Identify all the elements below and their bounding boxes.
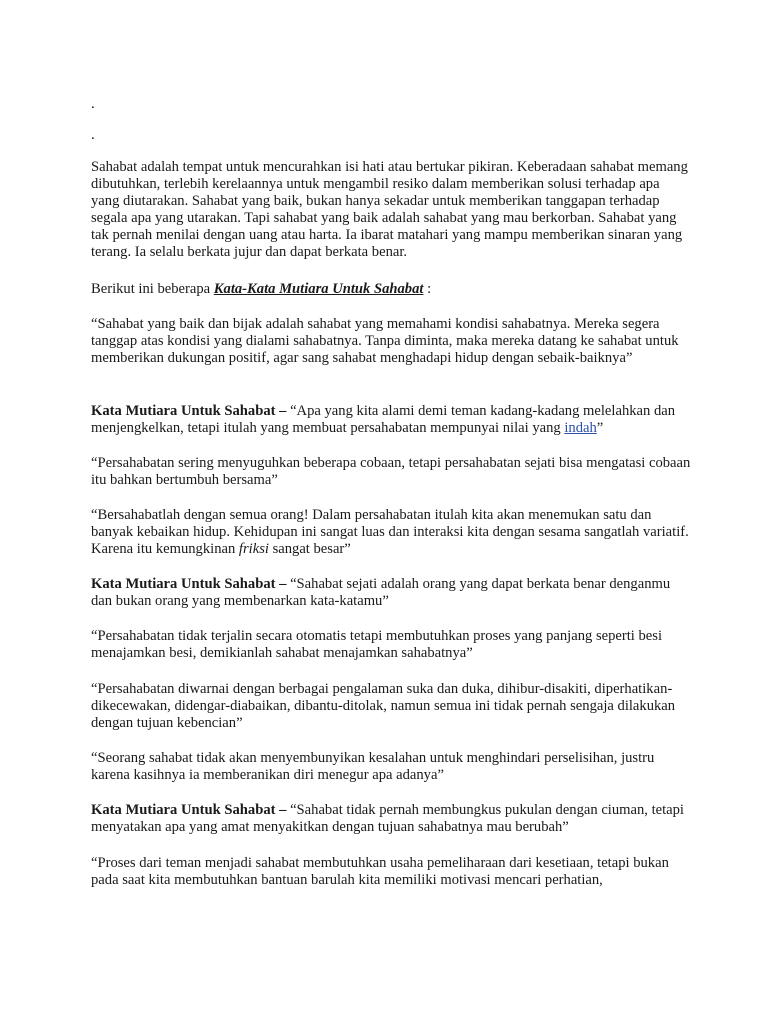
- quote-text-end: sangat besar”: [268, 541, 351, 558]
- kata-mutiara-link[interactable]: Kata-Kata Mutiara Untuk Sahabat: [213, 281, 424, 297]
- quote-paragraph-2: [91, 403, 691, 437]
- quote-paragraph-3: “Persahabatan sering menyuguhkan beberapa cobaan, tetapi persahabatan sejati bisa mengatasi cobaan itu bahkan bertumbuh bersama”: [91, 455, 691, 489]
- quote-label: Kata Mutiara Untuk Sahabat –: [91, 802, 287, 818]
- quote-label: Kata Mutiara Untuk Sahabat –: [91, 403, 287, 419]
- lead-suffix: :: [423, 281, 432, 297]
- quote-paragraph-6: “Persahabatan tidak terjalin secara otomatis tetapi membutuhkan proses yang panjang seperti besi menajamkan besi, demikianlah sahabat menajamkan sahabatnya”: [91, 628, 662, 662]
- quote-paragraph-1: “Sahabat yang baik dan bijak adalah sahabat yang memahami kondisi sahabatnya. Mereka segera tanggap atas kondisi yang dialami sahabatnya. Tanpa diminta, maka mereka datang ke sahabat untuk memberikan dukungan positif, agar sang sahabat menghadapi hidup dengan sebaik-baiknya”: [91, 316, 679, 367]
- lead-prefix: Berikut ini beberapa: [91, 281, 214, 297]
- quote-label: Kata Mutiara Untuk Sahabat –: [91, 576, 287, 592]
- quote-paragraph-8: “Seorang sahabat tidak akan menyembunyikan kesalahan untuk menghindari perselisihan, justru karena kasihnya ia memberanikan diri menegur apa adanya”: [91, 750, 655, 784]
- quote-paragraph-10: “Proses dari teman menjadi sahabat membutuhkan usaha pemeliharaan dari kesetiaan, tetapi bukan pada saat kita membutuhkan bantuan barulah kita memiliki motivasi mencari perhatian,: [91, 855, 669, 889]
- intro-paragraph: Sahabat adalah tempat untuk mencurahkan isi hati atau bertukar pikiran. Keberadaan sahabat memang dibutuhkan, terlebih kerelaannya untuk mengambil resiko dalam memberikan solusi terhadap apa yang diutarakan. Sahabat yang baik, bukan hanya sekadar untuk memberikan tanggapan terhadap segala apa yang utarakan. Tapi sahabat yang baik adalah sahabat yang mau berkorban. Sahabat yang tak pernah menilai dengan uang atau harta. Ia ibarat matahari yang mampu memberikan sinaran yang terang. Ia selalu berkata jujur dan dapat berkata benar.: [91, 159, 688, 261]
- quote-paragraph-7: “Persahabatan diwarnai dengan berbagai pengalaman suka dan duka, dihibur-disakiti, diperhatikan-dikecewakan, didengar-diabaikan, dibantu-ditolak, namun semua ini tidak pernah sengaja dilakukan dengan tujuan kebencian”: [91, 681, 676, 732]
- indah-link[interactable]: indah: [564, 420, 597, 437]
- quote-text: “Bersahabatlah dengan semua orang! Dalam persahabatan itulah kita akan menemukan satu dan banyak kebaikan hidup. Kehidupan ini sangat luas dan interaksi kita dengan sesama sangatlah variatif. Karena itu kemungkinan: [91, 507, 689, 558]
- stray-dot-2: .: [91, 127, 95, 143]
- quote-text: “Sahabat tidak pernah membungkus pukulan dengan ciuman, tetapi menyatakan apa yang amat menyakitkan dengan tujuan sahabatnya mau berubah”: [91, 802, 684, 836]
- quote-end: ”: [596, 420, 604, 437]
- quote-text: “Sahabat sejati adalah orang yang dapat berkata benar denganmu dan bukan orang yang membenarkan kata-katamu”: [91, 576, 671, 610]
- quote-italic-word: friksi: [238, 541, 269, 558]
- lead-paragraph: [91, 281, 691, 298]
- quote-paragraph-9: [91, 802, 691, 836]
- quote-paragraph-4: [91, 507, 691, 558]
- stray-dot-1: .: [91, 96, 95, 112]
- quote-text: “Apa yang kita alami demi teman kadang-kadang melelahkan dan menjengkelkan, tetapi itulah yang membuat persahabatan mempunyai nilai yang: [91, 403, 676, 437]
- quote-paragraph-5: [91, 576, 691, 610]
